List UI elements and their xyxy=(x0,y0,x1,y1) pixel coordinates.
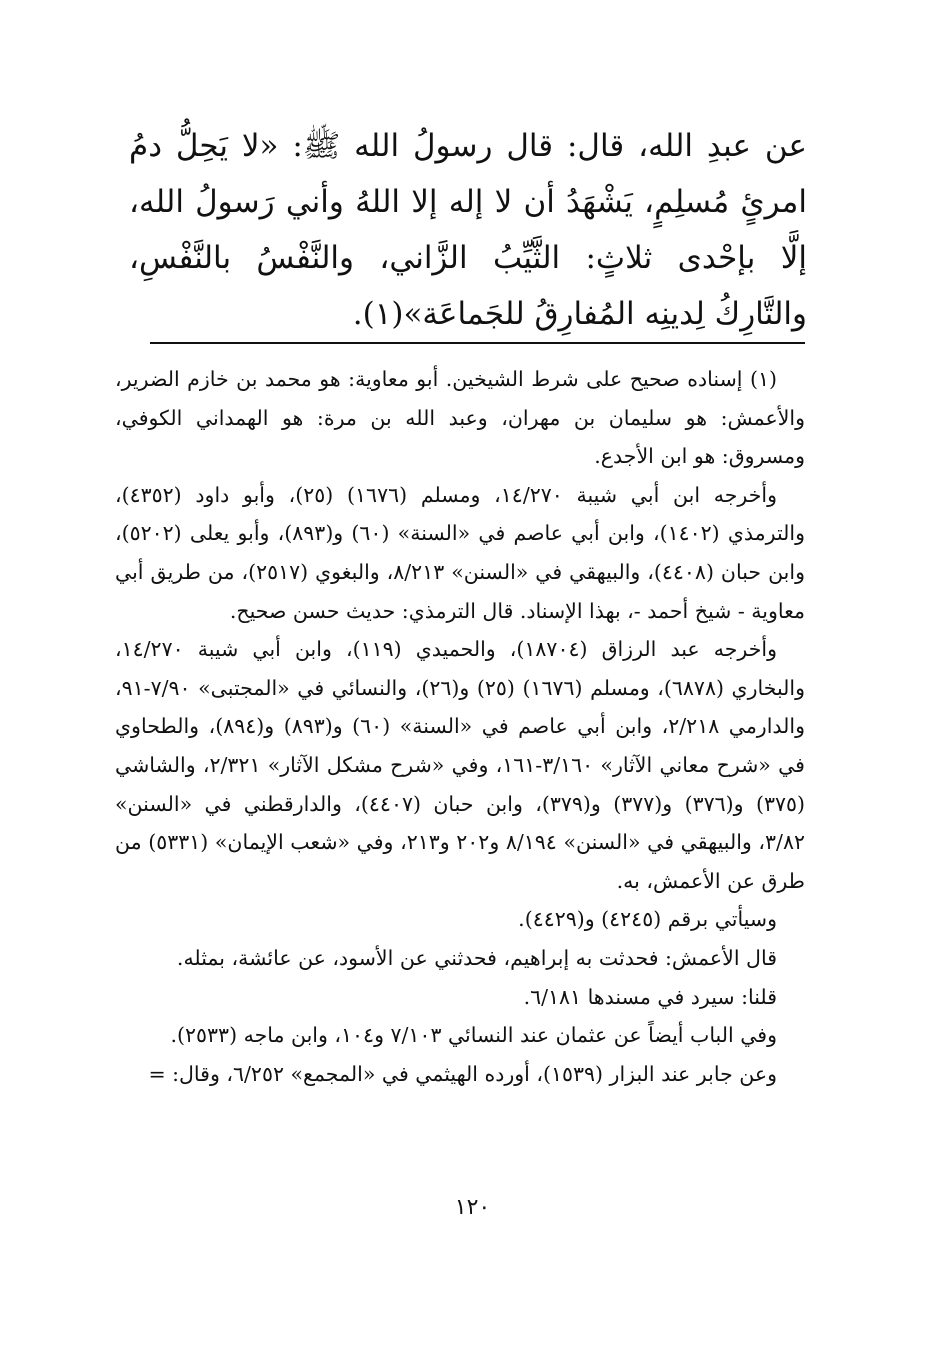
footnote-paragraph: (١) إسناده صحيح على شرط الشيخين. أبو معاوية: هو محمد بن خازم الضرير، والأعمش: هو سليمان بن مهران، وعبد الله بن مرة: هو الهمداني الكوفي، ومسروق: هو ابن الأجدع. xyxy=(115,367,805,469)
footnote-separator xyxy=(150,342,805,344)
footnote-paragraph: وسيأتي برقم (٤٢٤٥) و(٤٤٢٩). xyxy=(518,907,777,932)
footnote-paragraph: وعن جابر عند البزار (١٥٣٩)، أورده الهيثمي في «المجمع» ٦/٢٥٢، وقال: = xyxy=(148,1061,777,1086)
footnote-paragraph: قلنا: سيرد في مسندها ٦/١٨١. xyxy=(523,984,777,1009)
footnote-paragraph: وأخرجه عبد الرزاق (١٨٧٠٤)، والحميدي (١١٩)، وابن أبي شيبة ١٤/٢٧٠، والبخاري (٦٨٧٨)، ومسلم (١٦٧٦) (٢٥) و(٢٦)، والنسائي في «المجتبى» ٧/٩٠-٩١، والدارمي ٢/٢١٨، وابن أبي عاصم في «السنة» (٦٠) و(٨٩٣) و(٨٩٤)، والطحاوي في «شرح معاني الآثار» ٣/١٦٠-١٦١، وفي «شرح مشكل الآثار» ٢/٣٢١، والشاشي (٣٧٥) و(٣٧٦) و(٣٧٧) و(٣٧٩)، وابن حبان (٤٤٠٧)، والدارقطني في «السنن» ٣/٨٢، والبيهقي في «السنن» ٨/١٩٤ و٢٠٢ و٢١٣، وفي «شعب الإيمان» (٥٣٣١) من طرق عن الأعمش، به. xyxy=(115,637,806,893)
footnote-paragraph: وفي الباب أيضاً عن عثمان عند النسائي ٧/١٠٣ و١٠٤، وابن ماجه (٢٥٣٣). xyxy=(170,1023,777,1048)
footnote-paragraph: وأخرجه ابن أبي شيبة ١٤/٢٧٠، ومسلم (١٦٧٦) (٢٥)، وأبو داود (٤٣٥٢)، والترمذي (١٤٠٢)، وابن أبي عاصم في «السنة» (٦٠) و(٨٩٣)، وأبو يعلى (٥٢٠٢)، وابن حبان (٤٤٠٨)، والبيهقي في «السنن» ٨/٢١٣، والبغوي (٢٥١٧)، من طريق أبي معاوية - شيخ أحمد -، بهذا الإسناد. قال الترمذي: حديث حسن صحيح. xyxy=(115,482,805,623)
hadith-text: عن عبدِ الله، قال: قال رسولُ الله ﷺ: «لا يَحِلُّ دمُ امرئٍ مُسلِمٍ، يَشْهَدُ أن لا إله إلا اللهُ وأني رَسولُ الله، إلَّا بإحْدى ثلاثٍ: الثَّيِّبُ الزَّاني، والنَّفْسُ بالنَّفْسِ، والتَّارِكُ لِدينِه المُفارِقُ للجَماعَة»(١). xyxy=(129,128,807,332)
footnote-paragraph: قال الأعمش: فحدثت به إبراهيم، فحدثني عن الأسود، عن عائشة، بمثله. xyxy=(176,945,777,970)
footnotes-section xyxy=(115,360,805,1093)
page-number: ١٢٠ xyxy=(454,1195,491,1220)
